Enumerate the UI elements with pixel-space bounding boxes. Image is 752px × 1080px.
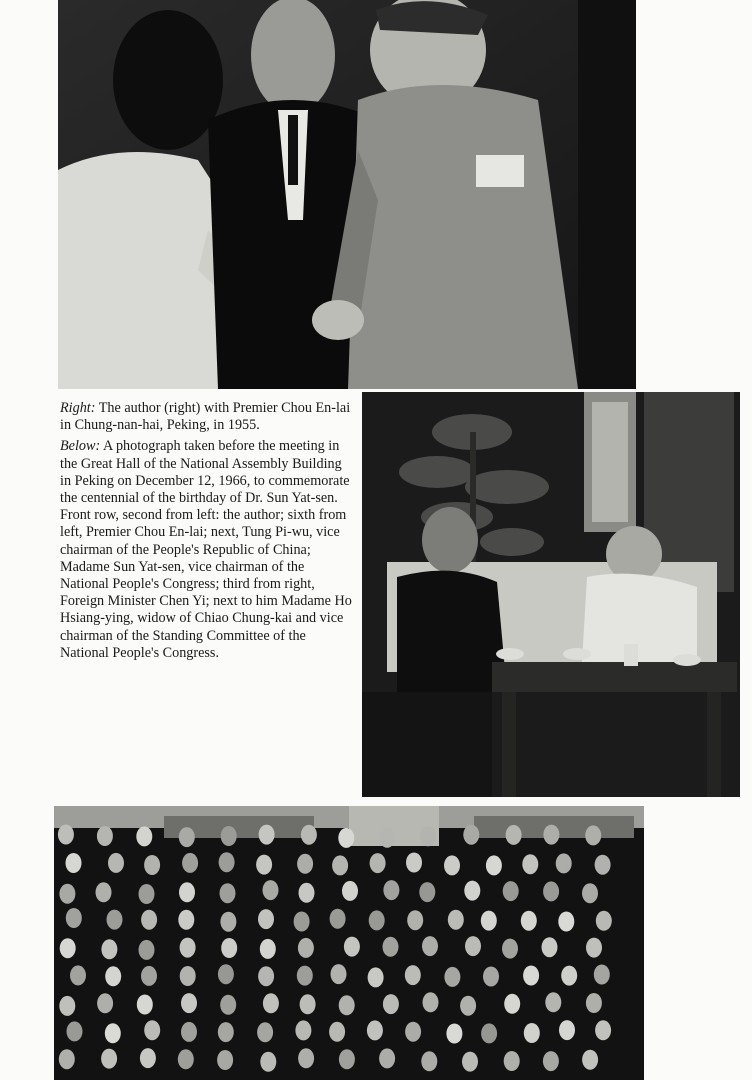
caption-right-label: Right: — [60, 400, 96, 416]
photo-group — [54, 806, 644, 1080]
caption-below-label: Below: — [60, 438, 101, 455]
caption-right-text: The author (right) with Premier Chou En-lai in Chung-nan-hai, Peking, in 1955. — [60, 400, 351, 434]
caption-below — [60, 438, 355, 662]
caption-block — [60, 400, 355, 666]
caption-right — [60, 400, 355, 434]
caption-below-text: A photograph taken before the meeting in the Great Hall of the National Assembly Building in Peking on December 12, 1966, to commemorate the centennial of the birthday of Dr. Sun Yat-sen. Front row, second from left: the author; sixth from left, Premier Chou En-lai; next, Tung Pi-wu, vice chairman of the People's Republic of China; Madame Sun Yat-sen, vice chairman of the National People's Congress; third from right, Foreign Minister Chen Yi; next to him Madame Ho Hsiang-ying, widow of Chiao Chung-kai and vice chairman of the Standing Committee of the National People's Congress. — [60, 438, 352, 661]
photo-handshake — [58, 0, 636, 389]
photo-meeting — [362, 392, 740, 797]
